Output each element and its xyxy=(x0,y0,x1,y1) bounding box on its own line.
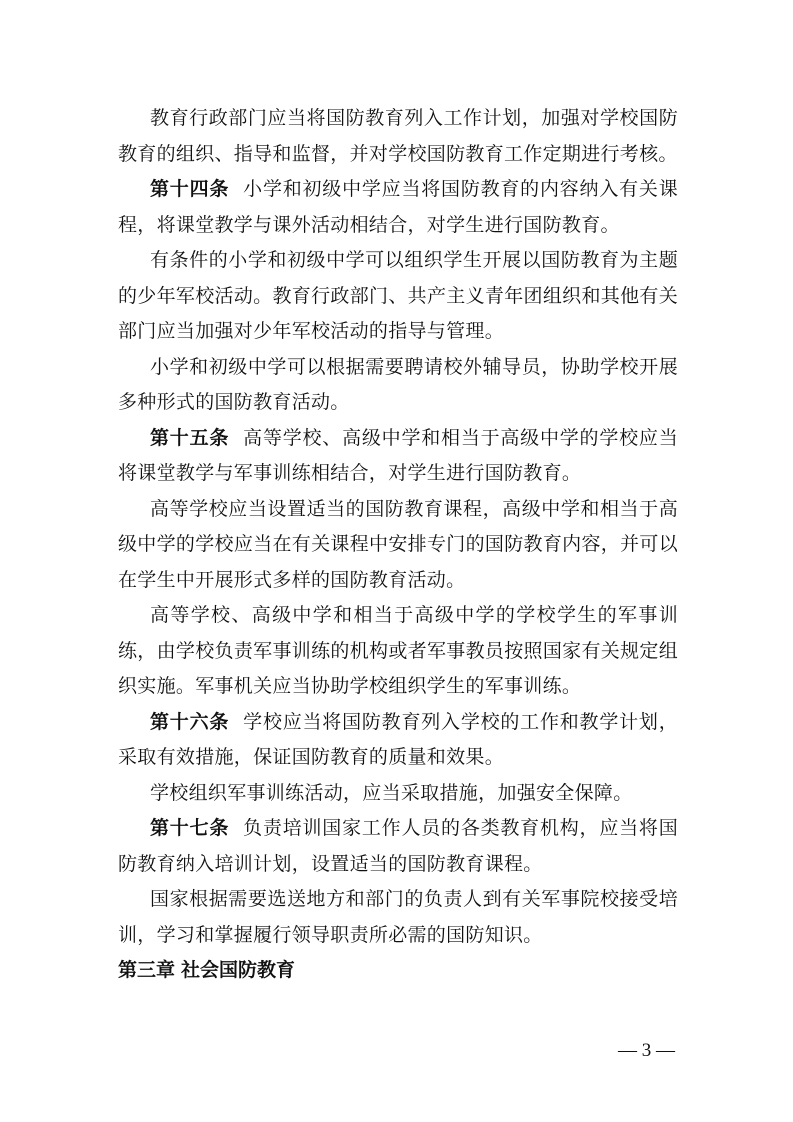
article-number: 第十四条 xyxy=(150,178,230,200)
paragraph: 有条件的小学和初级中学可以组织学生开展以国防教育为主题的少年军校活动。教育行政部门、共产主义青年团组织和其他有关部门应当加强对少年军校活动的指导与管理。 xyxy=(118,249,678,342)
paragraph: 学校组织军事训练活动，应当采取措施，加强安全保障。 xyxy=(150,781,633,804)
paragraph: 高等学校应当设置适当的国防教育课程，高级中学和相当于高级中学的学校应当在有关课程中安排专门的国防教育内容，并可以在学生中开展形式多样的国防教育活动。 xyxy=(118,497,678,591)
paragraph: 教育行政部门应当将国防教育列入工作计划，加强对学校国防教育的组织、指导和监督，并对学校国防教育工作定期进行考核。 xyxy=(118,107,678,165)
paragraph: 国家根据需要选送地方和部门的负责人到有关军事院校接受培训，学习和掌握履行领导职责所必需的国防知识。 xyxy=(118,888,678,946)
page-number: — 3 — xyxy=(618,1040,675,1061)
chapter-heading xyxy=(118,953,678,989)
paragraph: 小学和初级中学可以根据需要聘请校外辅导员，协助学校开展多种形式的国防教育活动。 xyxy=(118,355,678,413)
article-number: 第十五条 xyxy=(150,426,230,449)
article-number: 第十七条 xyxy=(150,817,230,839)
article-14-paragraph: 第十四条 小学和初级中学应当将国防教育的内容纳入有关课程，将课堂教学与课外活动相结合，对学生进行国防教育。 xyxy=(118,178,678,236)
article-16-paragraph: 第十六条 学校应当将国防教育列入学校的工作和教学计划，采取有效措施，保证国防教育的质量和效果。 xyxy=(118,710,678,768)
chapter-number: 第三章 xyxy=(118,959,176,981)
article-15-paragraph: 第十五条 高等学校、高级中学和相当于高级中学的学校应当将课堂教学与军事训练相结合，对学生进行国防教育。 xyxy=(118,426,678,484)
article-number: 第十六条 xyxy=(150,710,230,733)
paragraph: 高等学校、高级中学和相当于高级中学的学校学生的军事训练，由学校负责军事训练的机构或者军事教员按照国家有关规定组织实施。军事机关应当协助学校组织学生的军事训练。 xyxy=(118,604,678,697)
chapter-title: 社会国防教育 xyxy=(181,959,296,981)
article-17-paragraph: 第十七条 负责培训国家工作人员的各类教育机构，应当将国防教育纳入培训计划，设置适当的国防教育课程。 xyxy=(118,817,678,875)
document-body xyxy=(118,101,678,989)
